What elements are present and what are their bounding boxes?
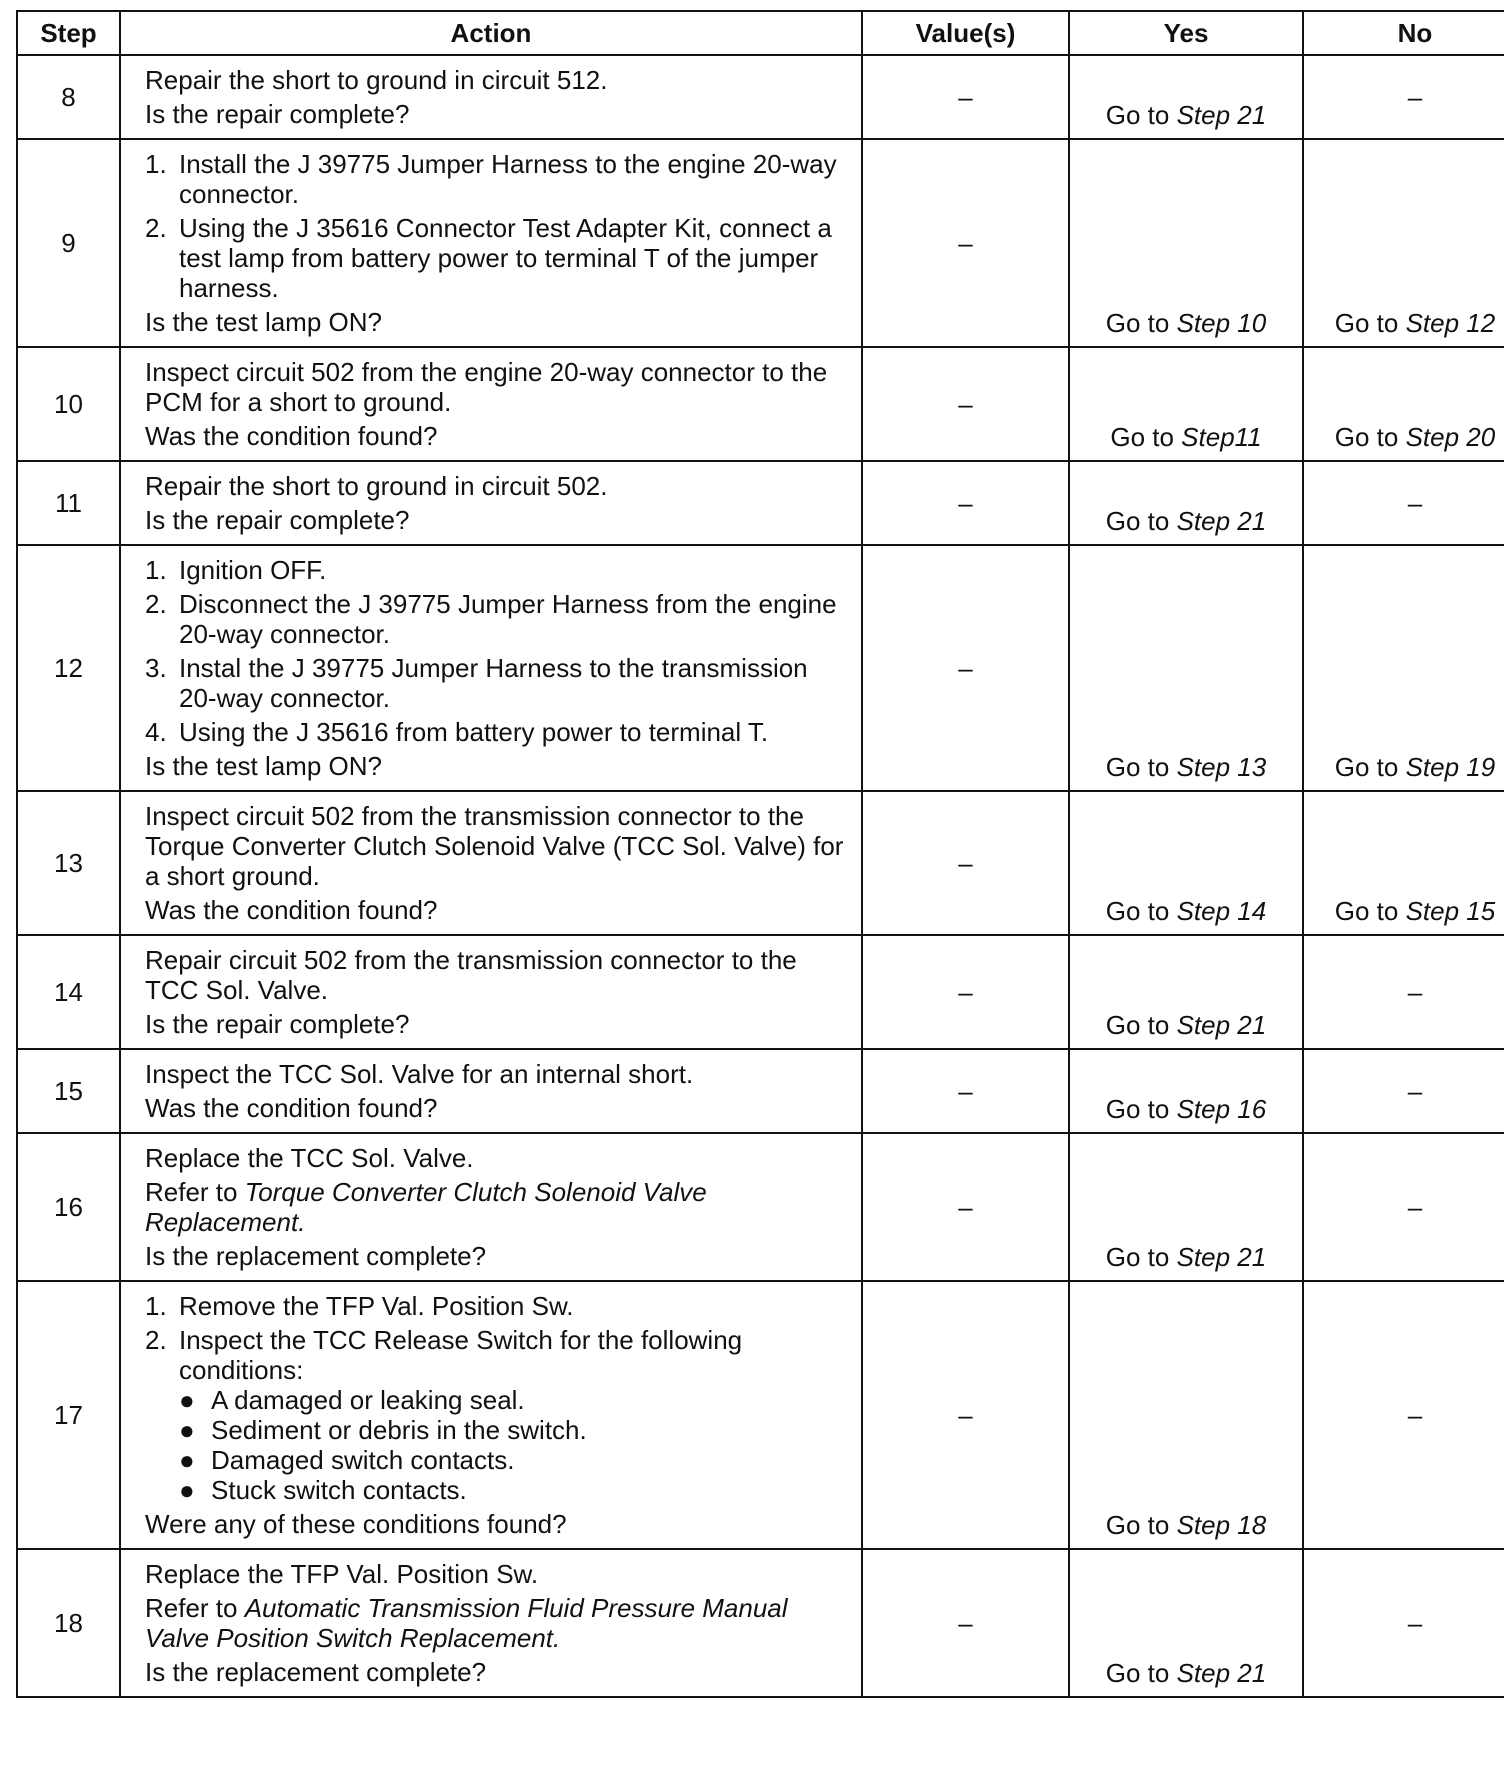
action-text: Is the replacement complete?	[145, 1241, 487, 1271]
action-text: Inspect the TCC Sol. Valve for an internal short.	[145, 1059, 694, 1089]
values-cell: –	[862, 461, 1069, 545]
diagnostic-table	[16, 10, 1504, 1698]
action-cell	[120, 347, 862, 461]
table-row	[17, 791, 1504, 935]
goto-step: Step 10	[1176, 308, 1267, 338]
header-no: No	[1303, 11, 1504, 55]
action-cell	[120, 1549, 862, 1697]
item-text-main: Install the J 39775 Jumper Harness to the engine 20-way connector.	[179, 149, 837, 209]
bullet-list	[179, 1385, 849, 1505]
header-step: Step	[17, 11, 120, 55]
no-cell	[1303, 545, 1504, 791]
reference-title: Torque Converter Clutch Solenoid Valve Replacement.	[145, 1177, 707, 1237]
action-text: Replace the TCC Sol. Valve.	[145, 1143, 474, 1173]
action-text: Was the condition found?	[145, 421, 438, 451]
goto-step: Step 21	[1176, 1010, 1267, 1040]
dash-value: –	[1407, 977, 1423, 1007]
table-row	[17, 139, 1504, 347]
item-number: 1.	[145, 149, 167, 179]
item-text	[179, 555, 849, 585]
item-number: 1.	[145, 1291, 167, 1321]
table-row	[17, 55, 1504, 139]
item-number: 2.	[145, 589, 167, 619]
item-text	[179, 1325, 849, 1505]
values-cell: –	[862, 545, 1069, 791]
bullet-icon: ●	[179, 1475, 195, 1505]
bullet-text: A damaged or leaking seal.	[211, 1385, 525, 1415]
action-cell	[120, 1281, 862, 1549]
goto-prefix: Go to	[1105, 1010, 1177, 1040]
goto-step: Step 13	[1176, 752, 1267, 782]
table-row	[17, 461, 1504, 545]
action-text: Repair the short to ground in circuit 512.	[145, 65, 608, 95]
bullet-item	[179, 1445, 849, 1475]
header-values: Value(s)	[862, 11, 1069, 55]
goto-step: Step 21	[1176, 1242, 1267, 1272]
no-cell	[1303, 347, 1504, 461]
step-number: 16	[17, 1133, 120, 1281]
numbered-item	[145, 1291, 849, 1321]
action-text: Is the test lamp ON?	[145, 307, 382, 337]
goto-step: Step11	[1181, 422, 1262, 452]
yes-cell	[1069, 1049, 1303, 1133]
bullet-item	[179, 1475, 849, 1505]
goto-prefix: Go to	[1105, 308, 1177, 338]
table-row	[17, 1133, 1504, 1281]
step-number: 13	[17, 791, 120, 935]
yes-cell	[1069, 1549, 1303, 1697]
step-number: 14	[17, 935, 120, 1049]
yes-cell	[1069, 139, 1303, 347]
item-text	[179, 653, 849, 713]
no-cell	[1303, 1549, 1504, 1697]
goto-prefix: Go to	[1105, 100, 1177, 130]
step-number: 18	[17, 1549, 120, 1697]
step-number: 15	[17, 1049, 120, 1133]
action-cell	[120, 1049, 862, 1133]
action-text: Is the test lamp ON?	[145, 751, 382, 781]
yes-cell	[1069, 1281, 1303, 1549]
item-text-main: Ignition OFF.	[179, 555, 327, 585]
no-cell	[1303, 791, 1504, 935]
item-number: 2.	[145, 213, 167, 243]
values-cell: –	[862, 791, 1069, 935]
action-text: Is the repair complete?	[145, 1009, 410, 1039]
item-number: 1.	[145, 555, 167, 585]
yes-cell	[1069, 935, 1303, 1049]
bullet-text: Damaged switch contacts.	[211, 1445, 515, 1475]
action-cell	[120, 935, 862, 1049]
values-cell: –	[862, 935, 1069, 1049]
numbered-item	[145, 1325, 849, 1505]
values-cell: –	[862, 1049, 1069, 1133]
item-text	[179, 213, 849, 303]
bullet-item	[179, 1385, 849, 1415]
step-number: 9	[17, 139, 120, 347]
goto-prefix: Go to	[1334, 752, 1406, 782]
goto-step: Step 21	[1176, 506, 1267, 536]
goto-prefix: Go to	[1334, 896, 1406, 926]
values-cell: –	[862, 347, 1069, 461]
values-cell: –	[862, 1549, 1069, 1697]
action-cell	[120, 791, 862, 935]
header-row	[17, 11, 1504, 55]
step-number: 11	[17, 461, 120, 545]
item-text-main: Instal the J 39775 Jumper Harness to the transmission 20-way connector.	[179, 653, 808, 713]
goto-step: Step 15	[1405, 896, 1496, 926]
dash-value: –	[1407, 1608, 1423, 1638]
table-row	[17, 1281, 1504, 1549]
dash-value: –	[1407, 1076, 1423, 1106]
goto-prefix: Go to	[1105, 1510, 1177, 1540]
goto-prefix: Go to	[1105, 1242, 1177, 1272]
goto-prefix: Go to	[1334, 308, 1406, 338]
no-cell	[1303, 55, 1504, 139]
item-text	[179, 717, 849, 747]
no-cell	[1303, 1049, 1504, 1133]
goto-step: Step 14	[1176, 896, 1267, 926]
goto-prefix: Go to	[1105, 506, 1177, 536]
numbered-item	[145, 149, 849, 209]
step-number: 10	[17, 347, 120, 461]
goto-prefix: Go to	[1334, 422, 1406, 452]
goto-step: Step 18	[1176, 1510, 1267, 1540]
item-text-main: Disconnect the J 39775 Jumper Harness from the engine 20-way connector.	[179, 589, 837, 649]
goto-prefix: Go to	[1105, 1658, 1177, 1688]
bullet-text: Stuck switch contacts.	[211, 1475, 467, 1505]
dash-value: –	[1407, 1400, 1423, 1430]
values-cell: –	[862, 1133, 1069, 1281]
action-text: Repair the short to ground in circuit 502.	[145, 471, 608, 501]
action-cell	[120, 1133, 862, 1281]
action-cell	[120, 55, 862, 139]
table-body	[17, 55, 1504, 1697]
goto-step: Step 21	[1176, 100, 1267, 130]
bullet-icon: ●	[179, 1385, 195, 1415]
numbered-item	[145, 717, 849, 747]
yes-cell	[1069, 1133, 1303, 1281]
header-action: Action	[120, 11, 862, 55]
reference-title: Automatic Transmission Fluid Pressure Manual Valve Position Switch Replacement.	[145, 1593, 788, 1653]
values-cell: –	[862, 139, 1069, 347]
no-cell	[1303, 461, 1504, 545]
action-text: Was the condition found?	[145, 1093, 438, 1123]
no-cell	[1303, 1281, 1504, 1549]
table-row	[17, 545, 1504, 791]
item-number: 2.	[145, 1325, 167, 1355]
no-cell	[1303, 1133, 1504, 1281]
item-text-main: Using the J 35616 from battery power to terminal T.	[179, 717, 769, 747]
item-text	[179, 589, 849, 649]
item-text-main: Inspect the TCC Release Switch for the following conditions:	[179, 1325, 743, 1385]
goto-step: Step 12	[1405, 308, 1496, 338]
bullet-icon: ●	[179, 1415, 195, 1445]
action-cell	[120, 545, 862, 791]
bullet-item	[179, 1415, 849, 1445]
step-number: 12	[17, 545, 120, 791]
action-text: Is the repair complete?	[145, 99, 410, 129]
dash-value: –	[1407, 82, 1423, 112]
numbered-item	[145, 589, 849, 649]
action-cell	[120, 461, 862, 545]
bullet-text: Sediment or debris in the switch.	[211, 1415, 587, 1445]
yes-cell	[1069, 55, 1303, 139]
header-yes: Yes	[1069, 11, 1303, 55]
goto-step: Step 16	[1176, 1094, 1267, 1124]
dash-value: –	[1407, 488, 1423, 518]
goto-prefix: Go to	[1110, 422, 1182, 452]
table-row	[17, 935, 1504, 1049]
item-number: 3.	[145, 653, 167, 683]
numbered-item	[145, 653, 849, 713]
bullet-icon: ●	[179, 1445, 195, 1475]
reference-line	[145, 1593, 849, 1653]
action-text: Was the condition found?	[145, 895, 438, 925]
goto-prefix: Go to	[1105, 752, 1177, 782]
goto-step: Step 21	[1176, 1658, 1267, 1688]
reference-prefix: Refer to	[145, 1593, 245, 1623]
yes-cell	[1069, 791, 1303, 935]
action-text: Inspect circuit 502 from the engine 20-way connector to the PCM for a short to ground.	[145, 357, 828, 417]
action-text: Is the repair complete?	[145, 505, 410, 535]
yes-cell	[1069, 461, 1303, 545]
yes-cell	[1069, 545, 1303, 791]
item-text-main: Using the J 35616 Connector Test Adapter Kit, connect a test lamp from battery power to terminal T of the jumper harness.	[179, 213, 832, 303]
reference-prefix: Refer to	[145, 1177, 245, 1207]
action-cell	[120, 139, 862, 347]
yes-cell	[1069, 347, 1303, 461]
no-cell	[1303, 935, 1504, 1049]
action-text: Repair circuit 502 from the transmission connector to the TCC Sol. Valve.	[145, 945, 797, 1005]
item-text	[179, 1291, 849, 1321]
numbered-item	[145, 555, 849, 585]
table-row	[17, 347, 1504, 461]
action-text: Inspect circuit 502 from the transmission connector to the Torque Converter Clutch Solenoid Valve (TCC Sol. Valve) for a short ground.	[145, 801, 844, 891]
reference-line	[145, 1177, 849, 1237]
dash-value: –	[1407, 1192, 1423, 1222]
action-text: Replace the TFP Val. Position Sw.	[145, 1559, 539, 1589]
step-number: 8	[17, 55, 120, 139]
item-number: 4.	[145, 717, 167, 747]
step-number: 17	[17, 1281, 120, 1549]
numbered-item	[145, 213, 849, 303]
goto-prefix: Go to	[1105, 896, 1177, 926]
values-cell: –	[862, 1281, 1069, 1549]
no-cell	[1303, 139, 1504, 347]
action-text: Were any of these conditions found?	[145, 1509, 567, 1539]
table-row	[17, 1049, 1504, 1133]
values-cell: –	[862, 55, 1069, 139]
item-text	[179, 149, 849, 209]
action-text: Is the replacement complete?	[145, 1657, 487, 1687]
item-text-main: Remove the TFP Val. Position Sw.	[179, 1291, 574, 1321]
goto-step: Step 19	[1405, 752, 1496, 782]
goto-prefix: Go to	[1105, 1094, 1177, 1124]
goto-step: Step 20	[1405, 422, 1496, 452]
table-row	[17, 1549, 1504, 1697]
